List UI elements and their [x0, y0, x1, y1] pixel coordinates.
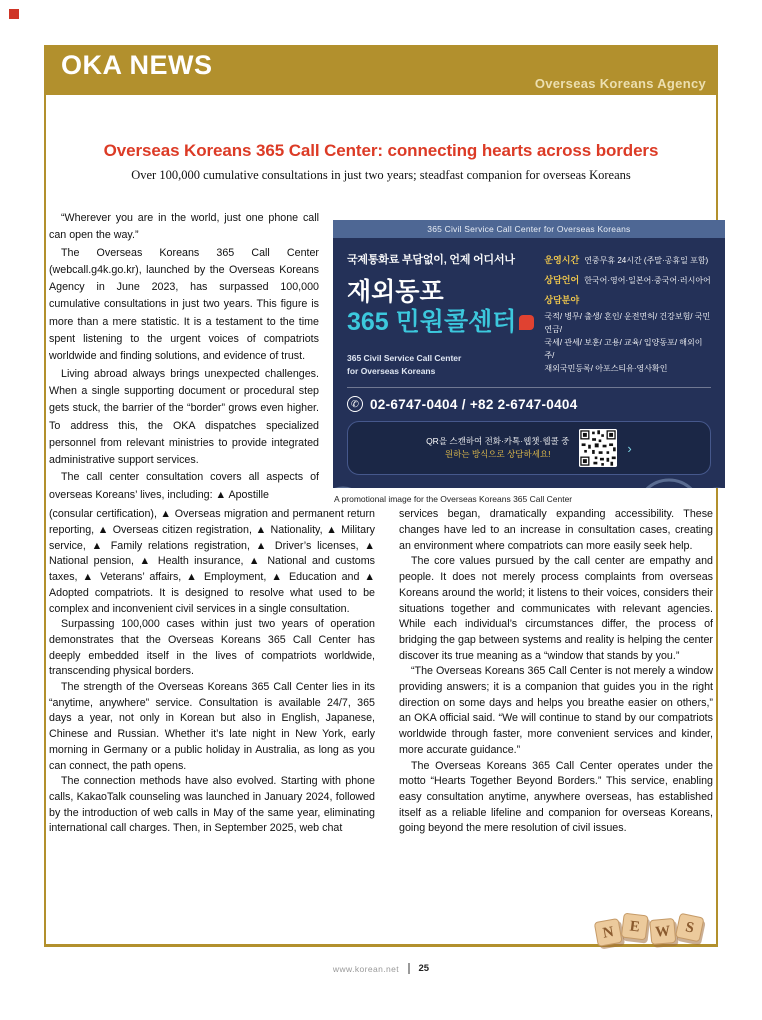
arrow-icon: › — [627, 440, 632, 456]
paragraph: services began, dramatically expanding accessibility. These changes have led to an increase in consultation cases, creating an environment where compatriots can more easily seek help. — [399, 508, 713, 552]
banner-title-korean-2-text: 365 민원콜센터 — [347, 307, 517, 336]
news-block-letter: E — [621, 913, 649, 941]
banner-caption: A promotional image for the Overseas Koreans 365 Call Center — [334, 494, 573, 505]
news-block-letter: W — [649, 918, 676, 945]
article-title: Overseas Koreans 365 Call Center: connecting hearts across borders — [103, 141, 659, 160]
banner-left-block — [347, 251, 534, 378]
banner-subtitle-line2: for Overseas Koreans — [347, 366, 436, 377]
paragraph: “The Overseas Koreans 365 Call Center is not merely a window providing answers; it is a companion that guides you in the right direction on some days and helps you breathe easier on others,” an OKA official said. “We will continue to stand by our compatriots worldwide through faster, more convenient services and kinder, more accurate guidance.” — [399, 665, 713, 756]
phone-number: 02-6747-0404 / +82 2-6747-0404 — [370, 396, 578, 412]
consultation-fields-list — [544, 310, 710, 375]
footer-divider — [408, 963, 410, 974]
banner-title-korean-1: 재외동포 — [347, 278, 444, 306]
corner-mark — [9, 9, 19, 19]
banner-tagline: 국제통화료 부담없이, 언제 어디서나 — [347, 254, 515, 266]
qr-instruction-text — [426, 435, 569, 461]
top-section — [46, 210, 716, 504]
info-label-fields: 상담분야 — [544, 295, 580, 305]
paragraph: (consular certification), ▲ Overseas migration and permanent return reporting, ▲ Overseas citizen registration, ▲ Nationality, ▲ Military service, ▲ Family relations registration, ▲ Driver’s licenses, ▲ National pension, ▲ Health insurance, ▲ National and customs taxes, ▲ Veterans’ affairs, ▲ Employment, ▲ Education and ▲ Adopted compatriots. It is designed to resolve what used to be complex and inconvenient civil services in a single consultation. — [49, 508, 375, 615]
page-footer — [0, 963, 762, 974]
news-blocks-graphic — [597, 916, 702, 941]
paragraph: Surpassing 100,000 cases within just two years of operation demonstrates that the Overseas Koreans 365 Call Center has deeply embedded itself in the lives of compatriots worldwide, transcending physical borders. — [49, 618, 375, 678]
info-value-languages: 한국어·영어·일본어·중국어·러시아어 — [584, 276, 711, 285]
page-frame — [44, 45, 718, 947]
qr-code — [579, 429, 617, 467]
banner-top-strip: 365 Civil Service Call Center for Overseas Koreans — [333, 220, 725, 238]
left-column-top — [49, 210, 319, 504]
phone-row — [333, 393, 725, 421]
masthead-agency: Overseas Koreans Agency — [534, 76, 706, 91]
right-column — [399, 507, 713, 837]
fields-line: 국세/ 관세/ 보훈/ 고용/ 교육/ 입양동포/ 해외이주/ — [544, 338, 703, 360]
banner-subtitle-line1: 365 Civil Service Call Center — [347, 353, 462, 363]
fields-line: 재외국민등록/ 아포스티유·영사확인 — [544, 364, 668, 373]
fields-line: 국적/ 병무/ 출생/ 혼인/ 운전면허/ 건강보험/ 국민연금/ — [544, 312, 711, 334]
banner-info-block — [544, 251, 710, 378]
banner-divider — [347, 387, 711, 388]
news-block-letter: N — [593, 918, 622, 947]
bottom-section — [46, 507, 716, 837]
info-value-hours: 연중무휴 24시간 (주말·공휴일 포함) — [584, 256, 709, 265]
paragraph: The Overseas Koreans 365 Call Center (webcall.g4k.go.kr), launched by the Overseas Koreans Agency in June 2023, has surpassed 100,000 cumulative consultations in just two years. This figure is more than a mere statistic. It is a testament to the time spent listening to the urgent voices of compatriots worldwide and finding solutions, and evidence of trust. — [49, 246, 319, 363]
paragraph: The call center consultation covers all aspects of overseas Koreans’ lives, including: ▲ Apostille — [49, 471, 319, 501]
speech-bubble-icon — [519, 315, 534, 330]
paragraph: The Overseas Koreans 365 Call Center operates under the motto “Hearts Together Beyond Borders.” This service, enabling easy consultation anytime, anywhere overseas, has established itself as a reliable lifeline and companion for overseas Koreans, going beyond the mere resolution of civil issues. — [399, 759, 713, 835]
paragraph: “Wherever you are in the world, just one phone call can open the way.” — [49, 212, 319, 242]
article-subtitle: Over 100,000 cumulative consultations in just two years; steadfast companion for overseas Koreans — [131, 168, 631, 182]
paragraph: The core values pursued by the call center are empathy and people. It does not merely process complaints from overseas Koreans around the world; it listens to their voices, considers their situations together and communicates with relevant agencies. While each individual’s circumstances differ, the process of bridging the gap between systems and reality is helping the center discover its true meaning as a “window that stands by you.” — [399, 555, 713, 662]
page-number: 25 — [418, 963, 430, 974]
promo-figure — [333, 220, 725, 504]
info-row-hours — [544, 253, 710, 266]
info-label-languages: 상담언어 — [544, 275, 580, 285]
paragraph: The strength of the Overseas Koreans 365 Call Center lies in its “anytime, anywhere” service. Consultation is available 24/7, 365 days a year, not only in Korean but also in English, Japanese, Chinese and Russian. Whether it’s late night in New York, early morning in Germany or a public holiday in Australia, as long as you can connect, the path opens. — [49, 681, 375, 772]
paragraph: Living abroad always brings unexpected challenges. When a single supporting document or procedural step gets stuck, the barrier of the “border” grows even higher. To address this, the OKA dispatches specialized personnel from relevant ministries to provide integrated administrative support services. — [49, 367, 319, 467]
paragraph: The connection methods have also evolved. Starting with phone calls, KakaoTalk counseling was launched in January 2024, followed by the introduction of web calls in May of the same year, eliminating international call charges. Then, in September 2025, web chat — [49, 775, 375, 835]
info-label-hours: 운영시간 — [544, 255, 580, 265]
left-column-bottom — [49, 507, 375, 837]
masthead — [46, 45, 716, 95]
qr-panel — [347, 421, 711, 475]
banner-title-korean-2 — [347, 308, 534, 338]
info-row-languages — [544, 273, 710, 286]
news-block-letter: S — [675, 913, 705, 943]
banner-body — [333, 238, 725, 382]
masthead-title: OKA NEWS — [61, 50, 213, 80]
qr-instruction-line1: QR을 스캔하여 전화·카톡·웹챗·웹콜 중 — [426, 436, 570, 447]
phone-icon: ✆ — [347, 396, 363, 412]
banner-subtitle-english — [347, 352, 534, 378]
footer-url: www.korean.net — [332, 963, 399, 974]
qr-instruction-line2: 원하는 방식으로 상담하세요! — [444, 449, 551, 460]
promo-banner-image — [333, 220, 725, 488]
